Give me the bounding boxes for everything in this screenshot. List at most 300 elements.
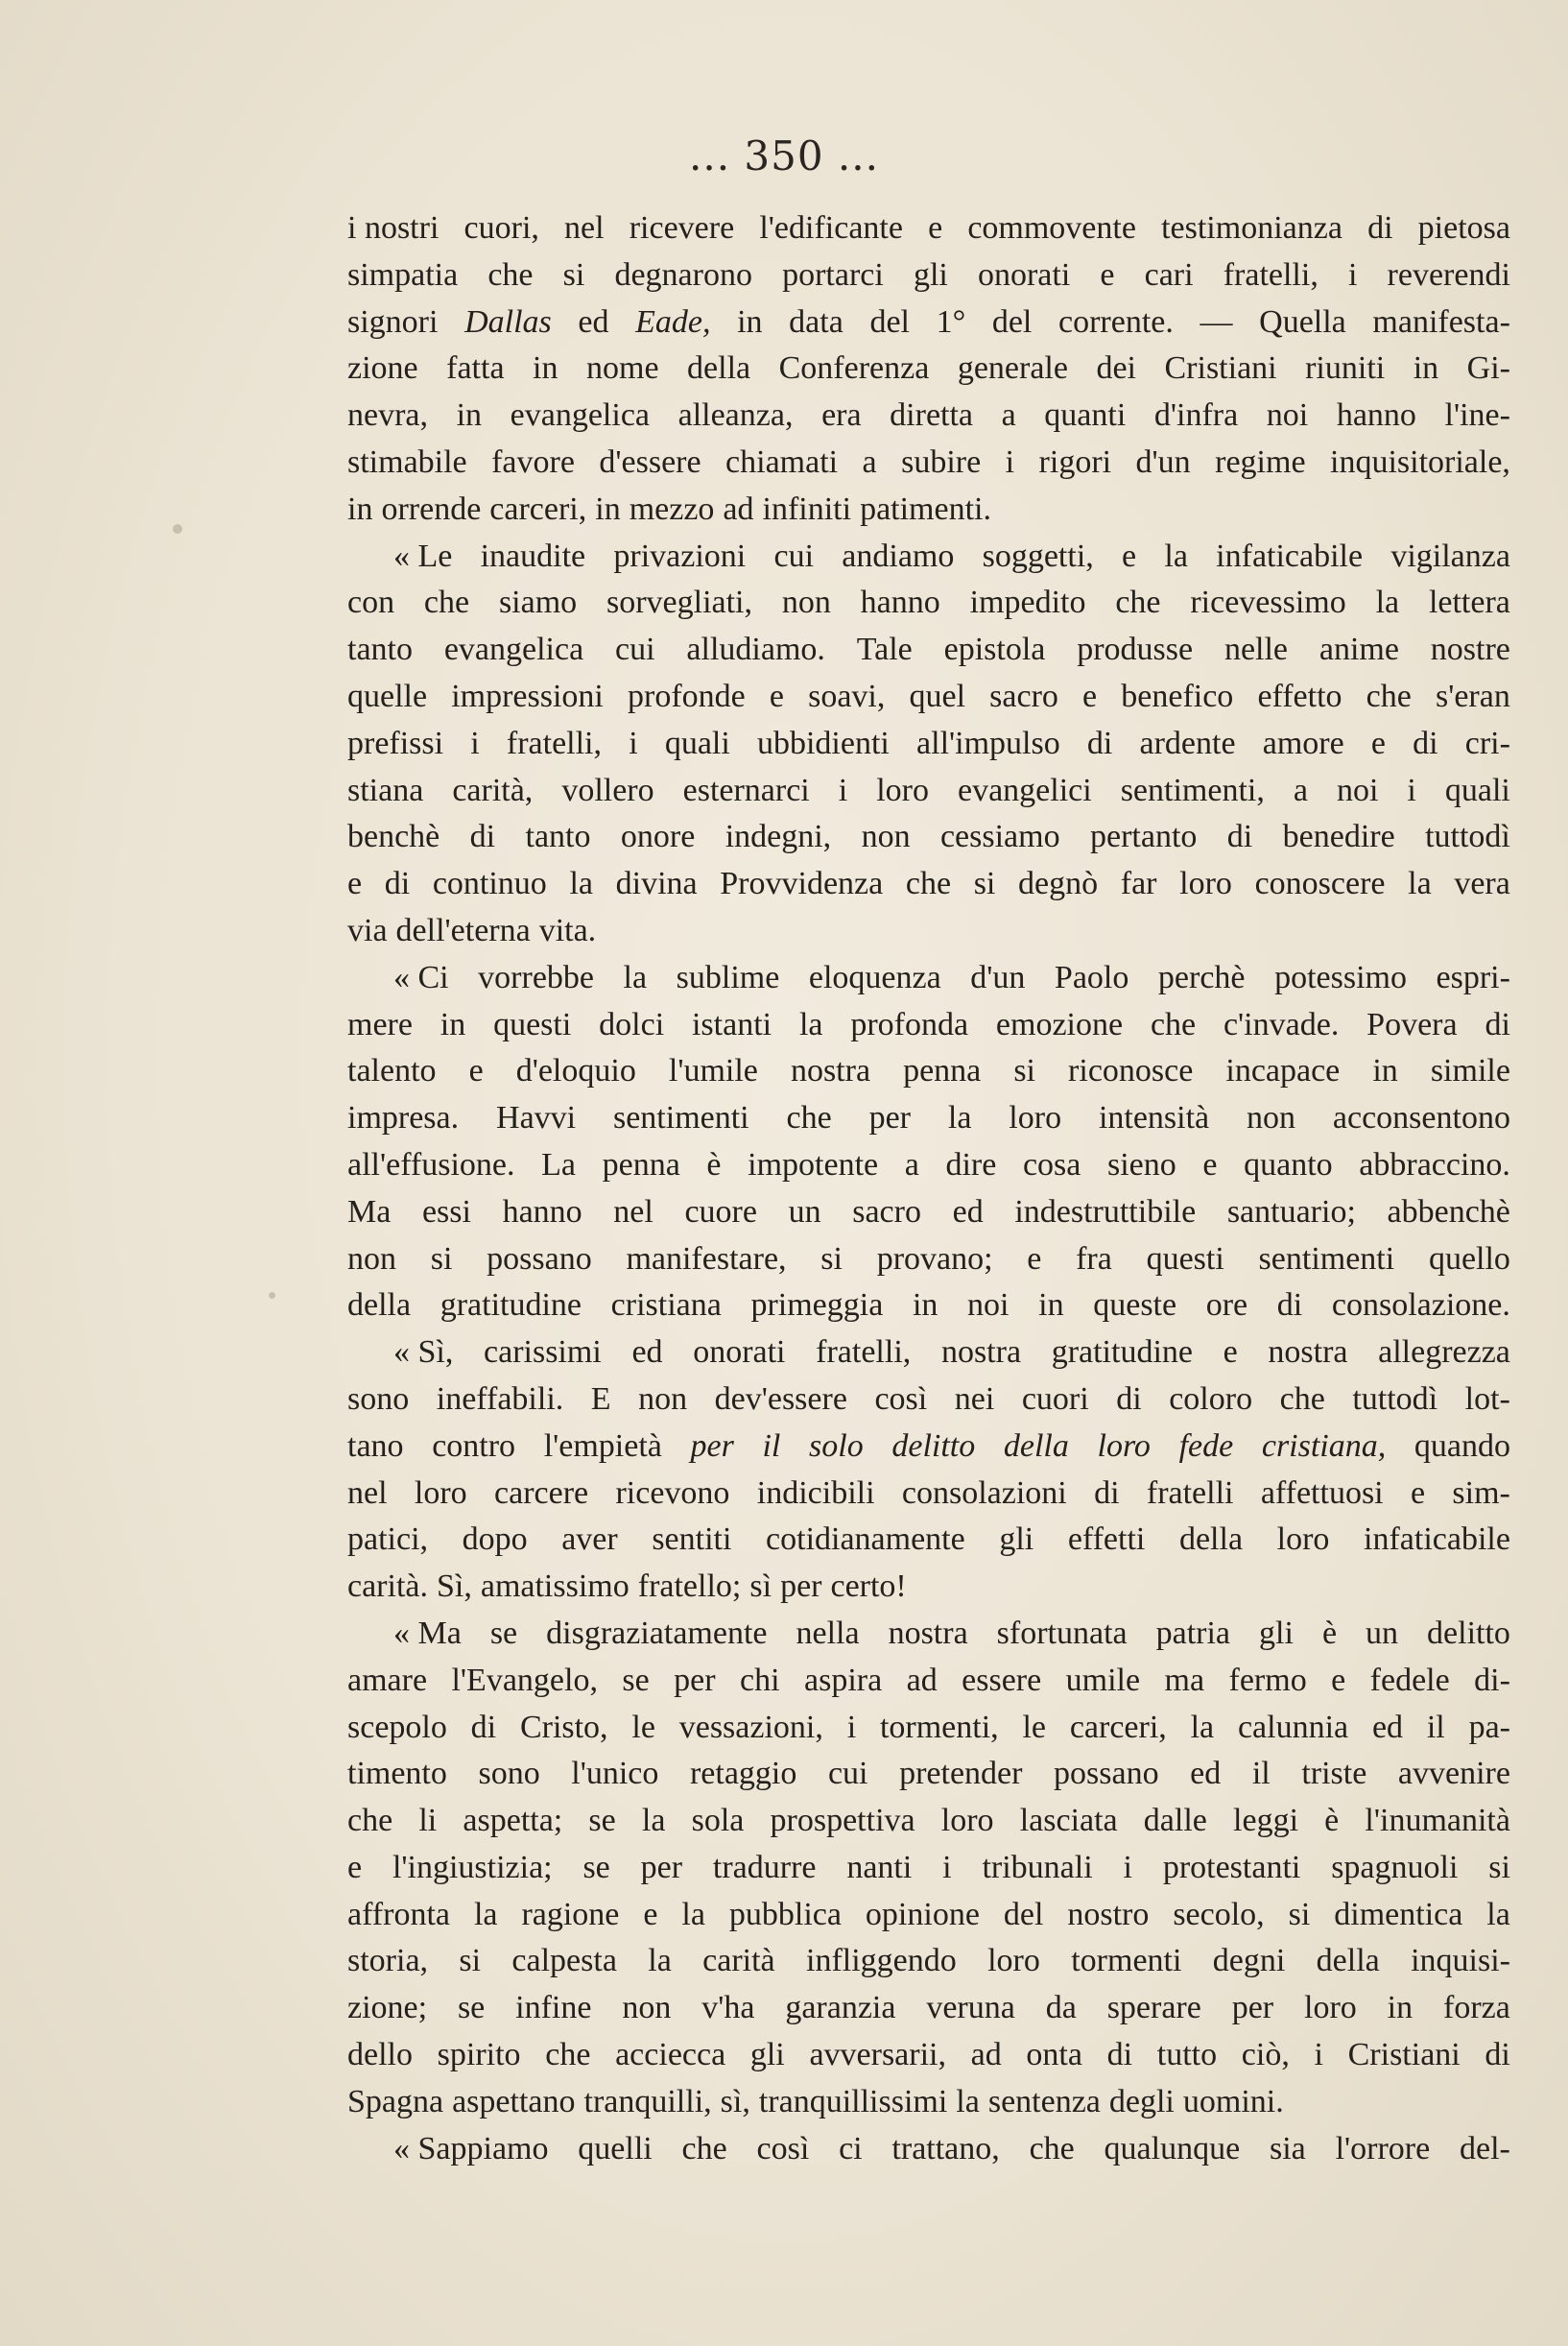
word: divina: [615, 866, 698, 902]
word: profonde: [628, 678, 746, 714]
word: cessiamo: [939, 819, 1060, 855]
word: ed: [1190, 1756, 1222, 1792]
word: Sì,: [437, 1568, 472, 1605]
word: La: [541, 1146, 576, 1183]
word: leggi: [1233, 1803, 1299, 1839]
word: mezzo: [629, 491, 715, 527]
word: i nostri: [347, 210, 440, 246]
word: perchè: [1157, 959, 1246, 995]
text-line: [347, 1564, 1510, 1611]
word: incapace: [1225, 1053, 1341, 1089]
word: di: [384, 866, 411, 902]
word: diretta: [890, 397, 974, 434]
word: dopo: [462, 1521, 528, 1558]
word: vera: [1454, 866, 1510, 902]
word: ricevessimo: [1190, 585, 1346, 621]
word: calunnia: [1237, 1709, 1349, 1745]
word: la: [681, 1896, 705, 1932]
word: infaticabile: [1364, 1521, 1510, 1558]
word: tanto: [347, 632, 413, 668]
word: impotente: [748, 1146, 879, 1183]
word: che: [1115, 585, 1161, 621]
word: di: [1413, 725, 1438, 761]
word: hanno: [502, 1193, 582, 1230]
word: alludiamo.: [686, 632, 825, 668]
word: all'effusione.: [347, 1146, 515, 1183]
word: si: [1013, 1053, 1035, 1089]
word: noi: [967, 1287, 1010, 1324]
word: sono: [347, 1380, 410, 1417]
word: ma: [1164, 1662, 1205, 1698]
text-line: [347, 1705, 1510, 1752]
word: inaudite: [480, 538, 586, 574]
word: fratelli,: [816, 1334, 912, 1371]
word: di: [1485, 1006, 1510, 1042]
word: ad: [723, 491, 754, 527]
word: per: [780, 1568, 822, 1605]
text-line: [347, 1517, 1510, 1564]
word: favore: [491, 443, 575, 480]
word: vorrebbe: [478, 959, 594, 995]
word: eloquenza: [808, 959, 941, 995]
word: onta: [1026, 2037, 1082, 2073]
word: onorati: [977, 256, 1071, 293]
word: sentiti: [652, 1521, 732, 1558]
word: protestanti: [1162, 1849, 1301, 1885]
word: signori: [347, 303, 439, 340]
word: la: [1486, 1896, 1510, 1932]
text-line: [347, 393, 1510, 440]
word: fra: [1076, 1240, 1112, 1277]
text-line: [347, 1611, 1510, 1658]
word: che: [681, 2130, 727, 2166]
word: triste: [1301, 1756, 1367, 1792]
word: vita.: [538, 912, 597, 948]
word: ore: [1205, 1287, 1248, 1324]
word: dell'eterna: [395, 912, 531, 948]
word: secolo,: [1173, 1896, 1265, 1932]
word: ad: [970, 2037, 1002, 2073]
word: nel: [613, 1193, 653, 1230]
word: spagnuoli: [1331, 1849, 1459, 1885]
word: privazioni: [613, 538, 747, 574]
word: Eade,: [635, 303, 711, 340]
word: in: [1372, 1053, 1398, 1089]
word: loro: [1009, 1100, 1062, 1137]
word: e: [1082, 678, 1098, 714]
word: pretender: [899, 1756, 1023, 1792]
word: pertanto: [1090, 819, 1198, 855]
word: « Ma: [393, 1615, 462, 1651]
text-line: [347, 1329, 1510, 1376]
word: cuori: [1021, 1380, 1089, 1417]
word: della: [347, 1287, 412, 1324]
word: generale: [957, 350, 1068, 387]
word: un: [1366, 1615, 1399, 1651]
word: carceri,: [489, 491, 587, 527]
text-line: [347, 1938, 1510, 1985]
word: all'impulso: [916, 725, 1060, 761]
word: effetto: [1257, 678, 1342, 714]
word: l'inumanità: [1365, 1803, 1510, 1839]
word: indicibili: [756, 1474, 875, 1511]
word: se: [622, 1662, 650, 1698]
word: benefico: [1121, 678, 1234, 714]
word: essi: [421, 1193, 471, 1230]
word: di: [1106, 2037, 1133, 2073]
word: pubblica: [728, 1896, 842, 1932]
word: i: [1005, 443, 1015, 480]
page-number-header: [0, 132, 1568, 180]
text-line: [347, 299, 1510, 347]
word: loro: [940, 1803, 994, 1839]
word: sim-: [1452, 1474, 1510, 1511]
word: s'eran: [1435, 678, 1510, 714]
word: l'edificante: [759, 210, 903, 246]
word: « Ci: [393, 959, 449, 995]
word: E: [590, 1380, 611, 1417]
word: gli: [913, 256, 948, 293]
word: e: [1370, 725, 1386, 761]
word: in: [595, 491, 621, 527]
word: veruna: [926, 1990, 1015, 2026]
word: e: [1027, 1240, 1042, 1277]
word: dev'essere: [714, 1380, 847, 1417]
word: in: [1387, 1990, 1414, 2026]
text-line: [347, 252, 1510, 299]
word: sia: [1269, 2130, 1306, 2166]
word: riconosce: [1068, 1053, 1194, 1089]
word: cui: [615, 632, 655, 668]
word: la: [473, 1896, 498, 1932]
word: i: [1347, 256, 1358, 293]
word: carceri,: [1069, 1709, 1167, 1745]
word: infiniti: [762, 491, 852, 527]
word: Cristo,: [519, 1709, 608, 1745]
word: ed: [952, 1193, 984, 1230]
word: riuniti: [1305, 350, 1386, 387]
word: e: [1410, 1474, 1426, 1511]
word: affettuosi: [1260, 1474, 1384, 1511]
word: e: [1223, 1334, 1238, 1371]
word: la: [641, 1803, 666, 1839]
word: per: [868, 1100, 911, 1137]
word: ciò,: [1241, 2037, 1290, 2073]
word: la: [1190, 1709, 1215, 1745]
word: di: [1094, 1474, 1120, 1511]
word: questi: [493, 1006, 572, 1042]
word: e: [1122, 538, 1137, 574]
text-line: [347, 1142, 1510, 1189]
text-line: [347, 1376, 1510, 1424]
text-line: [347, 440, 1510, 487]
word: hanno: [1336, 397, 1416, 434]
word: quanto: [1244, 1146, 1333, 1183]
word: opinione: [865, 1896, 980, 1932]
word: che: [1150, 1006, 1197, 1042]
word: nanti: [846, 1849, 913, 1885]
word: fratello;: [637, 1568, 742, 1605]
word: « Sappiamo: [393, 2130, 549, 2166]
word: l'ine-: [1444, 397, 1510, 434]
text-line: [347, 768, 1510, 815]
word: indestruttibile: [1014, 1193, 1197, 1230]
word: sacro: [989, 678, 1058, 714]
word: ed: [1371, 1709, 1404, 1745]
word: il: [762, 1427, 781, 1464]
word: fedele: [1369, 1662, 1450, 1698]
word: cui: [827, 1756, 868, 1792]
word: i: [838, 772, 848, 808]
word: conoscere: [1254, 866, 1386, 902]
word: non: [781, 585, 831, 621]
word: in: [737, 303, 763, 340]
word: pa-: [1468, 1709, 1510, 1745]
word: del: [869, 303, 910, 340]
word: regime: [1215, 443, 1306, 480]
word: del: [1003, 1896, 1044, 1932]
word: nevra,: [347, 397, 429, 434]
word: se: [588, 1803, 616, 1839]
word: dimentica: [1334, 1896, 1463, 1932]
word: si: [1288, 1896, 1311, 1932]
word: ci: [839, 2130, 863, 2166]
word: —: [1200, 303, 1233, 340]
word: carità.: [347, 1568, 428, 1605]
word: trattano,: [891, 2130, 1000, 2166]
word: che: [1029, 2130, 1075, 2166]
word: esternarci: [682, 772, 810, 808]
word: indegni,: [725, 819, 832, 855]
word: provano;: [876, 1240, 993, 1277]
word: lettera: [1428, 585, 1510, 621]
word: tanto: [525, 819, 591, 855]
word: si: [820, 1240, 843, 1277]
word: aspetta;: [463, 1803, 563, 1839]
word: Paolo: [1054, 959, 1129, 995]
text-line: [347, 1095, 1510, 1142]
word: si: [562, 256, 585, 293]
word: loro: [1276, 1521, 1330, 1558]
text-line: [347, 908, 1510, 955]
word: dire: [945, 1146, 997, 1183]
word: l'ingiustizia;: [392, 1849, 553, 1885]
word: infaticabile: [1216, 538, 1364, 574]
word: così: [874, 1380, 928, 1417]
word: nostra: [1268, 1334, 1348, 1371]
word: nostra: [790, 1053, 871, 1089]
word: fratelli,: [1223, 256, 1319, 293]
text-line: [347, 580, 1510, 627]
word: fratelli: [1146, 1474, 1234, 1511]
word: disgraziatamente: [546, 1615, 768, 1651]
word: fatta: [446, 350, 505, 387]
word: di: [1086, 725, 1113, 761]
word: portarci: [782, 256, 884, 293]
word: orrende: [381, 491, 482, 527]
word: quali: [664, 725, 730, 761]
word: ad: [906, 1662, 938, 1698]
word: nostra: [940, 1334, 1022, 1371]
word: si: [430, 1240, 453, 1277]
text-line: [347, 205, 1510, 252]
word: cristiana: [610, 1287, 722, 1324]
text-line: [347, 1751, 1510, 1798]
word: la: [1375, 585, 1400, 621]
word: che: [905, 866, 952, 902]
word: solo: [809, 1427, 864, 1464]
word: sono: [478, 1756, 540, 1792]
word: dalle: [1143, 1803, 1207, 1839]
word: possano: [487, 1240, 592, 1277]
word: amare: [347, 1662, 428, 1698]
text-line: [347, 1892, 1510, 1939]
word: avversarii,: [809, 2037, 946, 2073]
word: Quella: [1259, 303, 1346, 340]
word: per: [690, 1427, 734, 1464]
paper-speck: [269, 1292, 275, 1299]
word: cuori,: [463, 210, 539, 246]
word: prospettiva: [770, 1803, 915, 1839]
word: la: [947, 1100, 972, 1137]
word: se: [489, 1615, 518, 1651]
word: loro: [414, 1474, 467, 1511]
text-line: [347, 627, 1510, 674]
word: cuore: [684, 1193, 757, 1230]
word: produsse: [1077, 632, 1194, 668]
word: e: [347, 866, 363, 902]
word: i: [942, 1849, 952, 1885]
word: quelle: [347, 678, 428, 714]
word: tormenti: [1071, 1943, 1182, 1979]
word: della: [687, 350, 751, 387]
word: le: [631, 1709, 655, 1745]
word: corrente.: [1058, 303, 1174, 340]
word: i: [1407, 772, 1416, 808]
word: cari: [1144, 256, 1194, 293]
word: infliggendo: [806, 1943, 957, 1979]
word: uomini.: [1182, 2083, 1284, 2119]
word: consolazioni: [901, 1474, 1067, 1511]
word: tano: [347, 1427, 404, 1464]
word: storia,: [347, 1943, 429, 1979]
word: così: [756, 2130, 810, 2166]
word: ricevere: [629, 210, 735, 246]
word: ubbidienti: [756, 725, 890, 761]
text-line: [347, 955, 1510, 1002]
word: quanti: [1044, 397, 1127, 434]
word: aspira: [804, 1662, 883, 1698]
word: l'Evangelo,: [451, 1662, 598, 1698]
word: di: [1367, 210, 1393, 246]
word: tradurre: [712, 1849, 817, 1885]
word: simile: [1430, 1053, 1510, 1089]
text-line: [347, 1798, 1510, 1845]
word: dei: [1096, 350, 1136, 387]
word: nei: [954, 1380, 995, 1417]
word: qualunque: [1104, 2130, 1241, 2166]
text-line: [347, 1236, 1510, 1283]
word: carcere: [494, 1474, 589, 1511]
word: coloro: [1169, 1380, 1253, 1417]
word: affronta: [347, 1896, 450, 1932]
word: lot-: [1464, 1380, 1510, 1417]
word: che: [487, 256, 534, 293]
word: intensità: [1098, 1100, 1210, 1137]
word: fermo: [1228, 1662, 1307, 1698]
word: zione: [347, 350, 418, 387]
word: patimenti.: [860, 491, 991, 527]
word: Tale: [856, 632, 913, 668]
word: che: [545, 2037, 591, 2073]
word: in: [912, 1287, 938, 1324]
word: sentimenti: [612, 1100, 749, 1137]
word: tormenti,: [879, 1709, 999, 1745]
word: effetti: [1067, 1521, 1146, 1558]
word: calpesta: [511, 1943, 617, 1979]
word: evangelici: [958, 772, 1092, 808]
word: i: [1123, 1849, 1132, 1885]
word: vigilanza: [1390, 538, 1510, 574]
word: Gi-: [1466, 350, 1510, 387]
text-line: [347, 721, 1510, 768]
word: in: [456, 397, 483, 434]
word: soavi,: [808, 678, 886, 714]
word: nostra: [888, 1615, 968, 1651]
word: abbenchè: [1387, 1193, 1510, 1230]
word: di-: [1474, 1662, 1510, 1698]
word: non: [347, 1240, 396, 1277]
word: Dallas: [464, 303, 552, 340]
word: che: [347, 1803, 393, 1839]
word: Conferenza: [778, 350, 930, 387]
word: sieno: [1106, 1146, 1176, 1183]
word: delitto: [1427, 1615, 1510, 1651]
text-line: [347, 1048, 1510, 1095]
word: acciecca: [615, 2037, 726, 2073]
word: nostre: [1430, 632, 1510, 668]
word: onorati: [693, 1334, 786, 1371]
word: scepolo: [347, 1709, 447, 1745]
word: quelli: [578, 2130, 653, 2166]
word: ardente: [1139, 725, 1236, 761]
word: vollero: [561, 772, 654, 808]
word: per: [1231, 1990, 1274, 2026]
word: ineffabili.: [436, 1380, 564, 1417]
word: sperare: [1106, 1990, 1201, 2026]
word: tribunali: [982, 1849, 1093, 1885]
word: la: [1408, 866, 1432, 902]
word: sentimenti,: [1120, 772, 1265, 808]
word: l'unico: [571, 1756, 659, 1792]
word: e: [928, 210, 943, 246]
word: sentimenti: [1258, 1240, 1395, 1277]
word: inquisitoriale,: [1330, 443, 1510, 480]
word: in: [1038, 1287, 1064, 1324]
word: fratelli,: [506, 725, 603, 761]
word: chiamati: [725, 443, 839, 480]
word: quel: [909, 678, 966, 714]
word: si: [459, 1943, 482, 1979]
text-line: [347, 814, 1510, 861]
word: questi: [1146, 1240, 1224, 1277]
text-line: [347, 487, 1510, 534]
text-line: [347, 1985, 1510, 2032]
word: abbraccino.: [1359, 1146, 1510, 1183]
word: un: [788, 1193, 821, 1230]
word: ricevono: [615, 1474, 730, 1511]
word: inquisi-: [1411, 1943, 1510, 1979]
